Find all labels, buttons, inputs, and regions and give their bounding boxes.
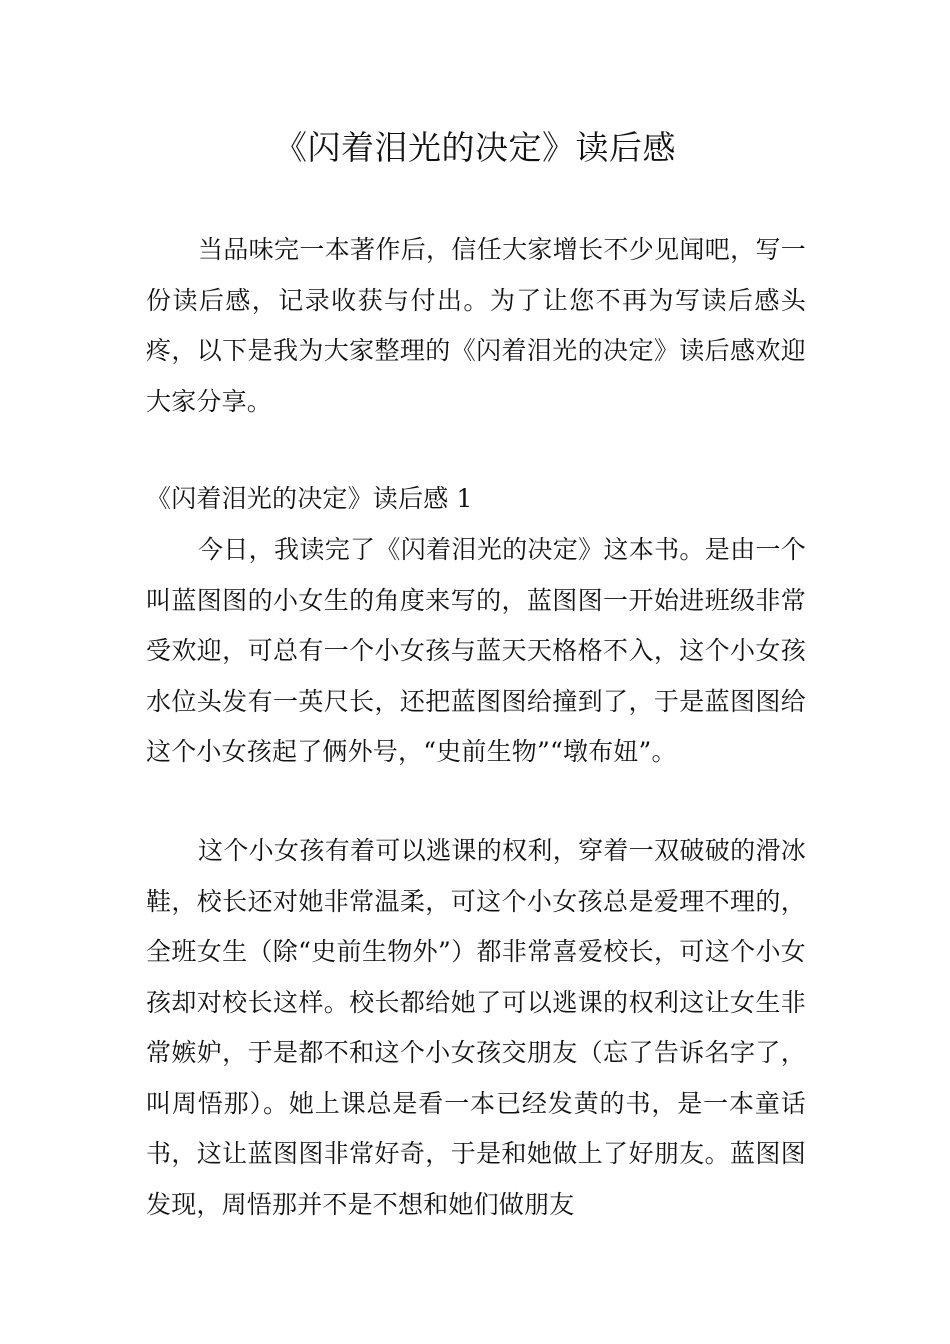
intro-paragraph: 当品味完一本著作后，信任大家增长不少见闻吧，写一份读后感，记录收获与付出。为了让您不再为写读后感头疼，以下是我为大家整理的《闪着泪光的决定》读后感欢迎大家分享。 xyxy=(146,235,806,416)
body-paragraph: 今日，我读完了《闪着泪光的决定》这本书。是由一个叫蓝图图的小女生的角度来写的，蓝图图一开始进班级非常受欢迎，可总有一个小女孩与蓝天天格格不入，这个小女孩水位头发有一英尺长，还把蓝图图给撞到了，于是蓝图图给这个小女孩起了俩外号，“史前生物”“墩布妞”。 xyxy=(146,535,806,766)
document-title: 《闪着泪光的决定》读后感 xyxy=(274,128,676,167)
body-paragraph: 这个小女孩有着可以逃课的权利，穿着一双破破的滑冰鞋，校长还对她非常温柔，可这个小女孩总是爱理不理的，全班女生（除“史前生物外”）都非常喜爱校长，可这个小女孩却对校长这样。校长都给她了可以逃课的权利这让女生非常嫉妒，于是都不和这个小女孩交朋友（忘了告诉名字了，叫周悟那）。她上课总是看一本已经发黄的书，是一本童话书，这让蓝图图非常好奇，于是和她做上了好朋友。蓝图图发现，周悟那并不是不想和她们做朋友 xyxy=(146,836,806,1219)
section-heading: 《闪着泪光的决定》读后感 1 xyxy=(146,484,473,513)
